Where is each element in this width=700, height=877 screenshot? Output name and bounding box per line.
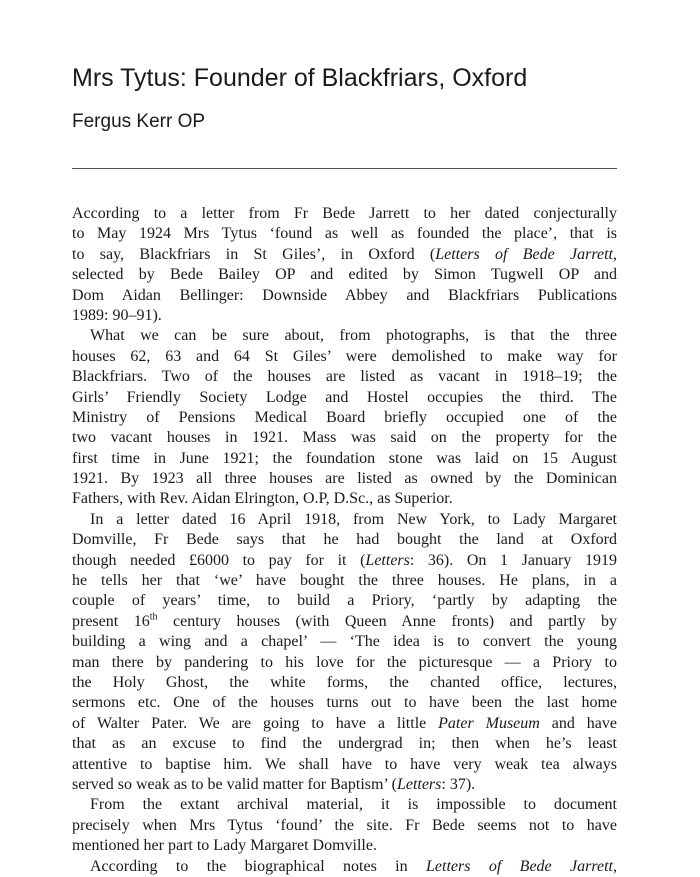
text-line (72, 347, 617, 367)
text-line (72, 591, 617, 611)
italic-text: Letters of Bede Jarrett (426, 857, 613, 875)
text-run: : 36). On 1 January 1919 (409, 551, 617, 569)
text-run: though needed £6000 to pay for it ( (72, 551, 366, 569)
text-run: to May 1924 Mrs Tytus ‘found as well as founded the place’, that is (72, 225, 617, 243)
text-run: precisely when Mrs Tytus ‘found’ the site. Fr Bede seems not to have (72, 816, 617, 834)
text-run: Ministry of Pensions Medical Board briefly occupied one of the (72, 408, 617, 426)
text-run: , (613, 245, 617, 263)
text-line (72, 326, 617, 346)
text-run: houses 62, 63 and 64 St Giles’ were demolished to make way for (72, 347, 617, 365)
article-title: Mrs Tytus: Founder of Blackfriars, Oxford (72, 64, 528, 92)
paragraph (72, 795, 617, 856)
text-run: that as an excuse to find the undergrad in; then when he’s least (72, 735, 617, 753)
text-run: Girls’ Friendly Society Lodge and Hostel occupies the third. The (72, 388, 617, 406)
text-line (72, 632, 617, 652)
text-run: According to a letter from Fr Bede Jarrett to her dated conjecturally (72, 205, 617, 222)
text-line (72, 795, 617, 815)
text-run: selected by Bede Bailey OP and edited by Simon Tugwell OP and (72, 266, 617, 284)
text-run: couple of years’ time, to build a Priory, ‘partly by adapting the (72, 592, 617, 610)
header-divider (72, 168, 617, 169)
text-line (72, 408, 617, 428)
text-run: According to the biographical notes in (90, 857, 427, 875)
text-run: first time in June 1921; the foundation stone was laid on 15 August (72, 449, 617, 467)
text-line (72, 204, 617, 224)
text-line (72, 775, 617, 795)
text-line (72, 857, 617, 877)
text-line (72, 224, 617, 244)
text-run: , (613, 857, 617, 875)
text-run: 1921. By 1923 all three houses are listed as owned by the Dominican (72, 470, 617, 488)
text-run: In a letter dated 16 April 1918, from New York, to Lady Margaret (90, 510, 617, 528)
text-line (72, 714, 617, 734)
text-run: present 16 (72, 612, 150, 630)
text-line (72, 612, 617, 632)
text-line (72, 388, 617, 408)
text-line (72, 673, 617, 693)
text-run: Blackfriars. Two of the houses are listed as vacant in 1918–19; the (72, 368, 617, 386)
text-run: Dom Aidan Bellinger: Downside Abbey and Blackfriars Publications (72, 286, 617, 304)
text-run: 1989: 90–91). (72, 306, 162, 324)
paragraph (72, 326, 617, 510)
text-line (72, 836, 617, 856)
text-line (72, 551, 617, 571)
text-line (72, 816, 617, 836)
text-run: of Walter Pater. We are going to have a little (72, 714, 439, 732)
italic-text: Letters of Bede Jarrett (435, 245, 614, 263)
text-run: Fathers, with Rev. Aidan Elrington, O.P, D.Sc., as Superior. (72, 490, 453, 508)
text-run: two vacant houses in 1921. Mass was said on the property for the (72, 429, 617, 447)
text-line (72, 286, 617, 306)
text-line (72, 449, 617, 469)
italic-text: Letters (365, 551, 410, 569)
text-run: century houses (with Queen Anne fronts) and partly by (157, 612, 617, 630)
text-line (72, 265, 617, 285)
article-author: Fergus Kerr OP (72, 111, 206, 132)
text-line (72, 530, 617, 550)
text-run: From the extant archival material, it is impossible to document (90, 796, 617, 814)
text-run: he tells her that ‘we’ have bought the three houses. He plans, in a (72, 572, 617, 590)
text-line (72, 571, 617, 591)
superscript-text: th (149, 611, 158, 623)
article-body (72, 204, 617, 877)
paragraph (72, 510, 617, 795)
text-line (72, 367, 617, 387)
paragraph (72, 204, 617, 326)
text-run: man there by pandering to his love for the picturesque — a Priory to (72, 653, 617, 671)
text-line (72, 693, 617, 713)
text-run: Domville, Fr Bede says that he had bought the land at Oxford (72, 531, 617, 549)
text-run: and have (539, 714, 617, 732)
text-line (72, 306, 617, 326)
text-run: sermons etc. One of the houses turns out to have been the last home (72, 694, 617, 712)
text-run: mentioned her part to Lady Margaret Domville. (72, 837, 377, 855)
text-line (72, 469, 617, 489)
text-line (72, 653, 617, 673)
text-run: building a wing and a chapel’ — ‘The idea is to convert the young (72, 633, 617, 651)
text-line (72, 489, 617, 509)
paragraph (72, 857, 617, 877)
text-run: : 37). (441, 775, 476, 793)
text-run: to say, Blackfriars in St Giles’, in Oxford ( (72, 245, 436, 263)
text-run: attentive to baptise him. We shall have to have very weak tea always (72, 755, 617, 773)
text-line (72, 734, 617, 754)
italic-text: Pater Museum (438, 714, 540, 732)
text-line (72, 510, 617, 530)
text-run: the Holy Ghost, the white forms, the chanted office, lectures, (72, 673, 617, 691)
italic-text: Letters (396, 775, 442, 793)
text-line (72, 245, 617, 265)
text-line (72, 428, 617, 448)
text-run: served so weak as to be valid matter for Baptism’ ( (72, 775, 397, 793)
text-line (72, 755, 617, 775)
text-run: What we can be sure about, from photographs, is that the three (90, 327, 617, 345)
